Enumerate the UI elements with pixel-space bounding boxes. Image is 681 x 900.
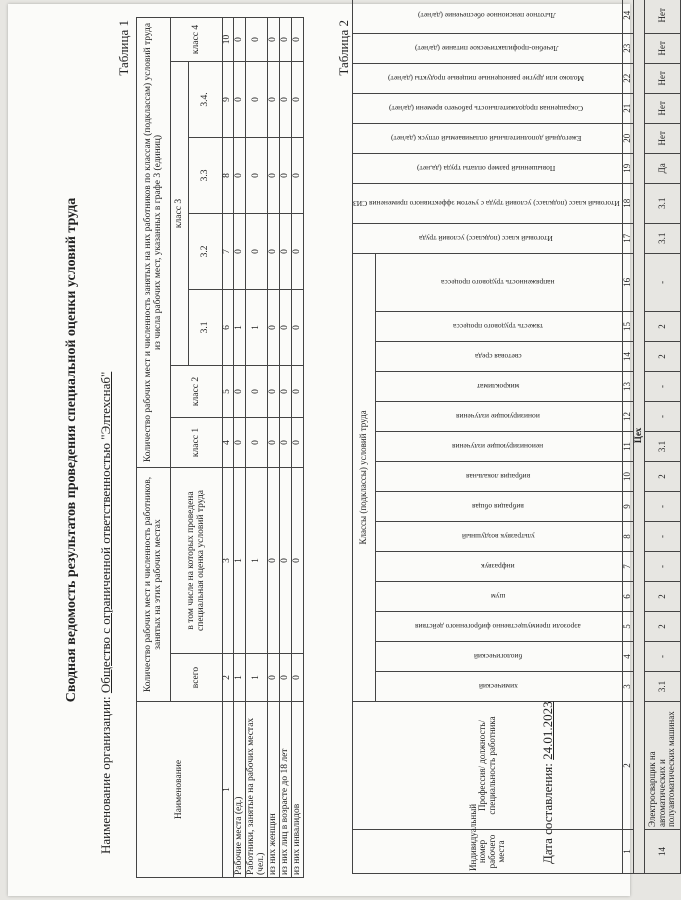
t2-col-number: 24 bbox=[623, 0, 634, 33]
t1-cell: 0 bbox=[234, 61, 246, 137]
t1-cell: 1 bbox=[234, 654, 246, 702]
t1-cell: 0 bbox=[268, 213, 280, 289]
t2-header-classes: Классы (подклассы) условий труда bbox=[353, 253, 376, 701]
t1-cell: 0 bbox=[280, 17, 292, 61]
t1-col-number: 6 bbox=[223, 289, 234, 365]
t2-header-profession: Профессия/ должность/ специальность работника bbox=[353, 702, 623, 830]
t2-cell: 2 bbox=[645, 612, 681, 642]
t1-header-workplaces: Количество рабочих мест и численность работников, занятых на этих рабочих местах bbox=[137, 467, 171, 701]
t1-cell: 0 bbox=[246, 61, 268, 137]
t2-factor-header: Лечебно-профилактическое питание (да/нет) bbox=[353, 33, 623, 63]
t1-cell: 0 bbox=[280, 467, 292, 653]
t1-cell: 0 bbox=[292, 365, 304, 417]
t1-cell: 0 bbox=[234, 213, 246, 289]
t2-col-number: 23 bbox=[623, 33, 634, 63]
org-name: Общество с ограниченной ответственностью "Элтехснаб" bbox=[98, 371, 113, 694]
t1-col-number: 9 bbox=[223, 61, 234, 137]
rotated-content bbox=[8, 4, 677, 896]
t1-col-number: 8 bbox=[223, 137, 234, 213]
t2-factor-header: световая среда bbox=[376, 342, 623, 372]
t1-col-number: 4 bbox=[223, 417, 234, 467]
document-title: Сводная ведомость результатов проведения специальной оценки условий труда bbox=[64, 197, 79, 703]
t2-cell: 2 bbox=[645, 312, 681, 342]
t1-sub-class3: 3.2 bbox=[189, 213, 223, 289]
t1-cell: 0 bbox=[268, 289, 280, 365]
t1-sub-class3: 3.4. bbox=[189, 61, 223, 137]
t1-header-class4: класс 4 bbox=[171, 17, 223, 61]
t1-col-number: 3 bbox=[223, 467, 234, 653]
t1-cell: 0 bbox=[292, 61, 304, 137]
t2-factor-header: инфразвук bbox=[376, 552, 623, 582]
t2-cell: - bbox=[645, 552, 681, 582]
t2-col-number: 5 bbox=[623, 612, 634, 642]
t2-cell: Да bbox=[645, 153, 681, 183]
t1-cell: 0 bbox=[280, 61, 292, 137]
workplace-classes-table bbox=[352, 0, 681, 874]
t2-cell: Нет bbox=[645, 93, 681, 123]
t2-factor-header: аэрозоли преимущественно фиброгенного действия bbox=[376, 612, 623, 642]
t1-header-class1: класс 1 bbox=[171, 417, 223, 467]
t2-cell: Нет bbox=[645, 0, 681, 33]
t1-cell: 1 bbox=[246, 289, 268, 365]
t2-cell: Нет bbox=[645, 123, 681, 153]
t1-cell: 0 bbox=[268, 467, 280, 653]
t1-col-number: 2 bbox=[223, 654, 234, 702]
t2-factor-header: биологический bbox=[376, 642, 623, 672]
t2-factor-header: Итоговый класс (подкласс) условий труда bbox=[353, 223, 623, 253]
t2-col-number: 10 bbox=[623, 462, 634, 492]
t2-section-row: Цех bbox=[634, 0, 645, 874]
t1-cell: 0 bbox=[280, 213, 292, 289]
t1-cell: 0 bbox=[292, 467, 304, 653]
t1-cell: 0 bbox=[292, 289, 304, 365]
t1-cell: 0 bbox=[268, 137, 280, 213]
t1-col-number: 5 bbox=[223, 365, 234, 417]
t1-row bbox=[234, 17, 246, 877]
t2-cell: - bbox=[645, 402, 681, 432]
t2-col-number: 12 bbox=[623, 402, 634, 432]
t2-cell: 2 bbox=[645, 342, 681, 372]
t2-col-number: 19 bbox=[623, 153, 634, 183]
date-value: 24.01.2023 bbox=[540, 701, 555, 760]
t1-row-name: Работники, занятые на рабочих местах (чел.) bbox=[246, 702, 268, 878]
t1-cell: 1 bbox=[246, 467, 268, 653]
t1-cell: 1 bbox=[246, 654, 268, 702]
date-label: Дата составления: bbox=[540, 763, 555, 864]
t2-cell: 2 bbox=[645, 462, 681, 492]
t2-factor-header: Сокращенная продолжительность рабочего времени (да/нет) bbox=[353, 93, 623, 123]
t2-col-number: 8 bbox=[623, 522, 634, 552]
t2-row-id: 14 bbox=[645, 830, 681, 874]
t2-col-number: 16 bbox=[623, 253, 634, 311]
t2-col-number: 4 bbox=[623, 642, 634, 672]
t1-cell: 0 bbox=[292, 417, 304, 467]
t1-cell: 0 bbox=[268, 654, 280, 702]
t1-row bbox=[280, 17, 292, 877]
t2-factor-header: Льготное пенсионное обеспечение (да/нет) bbox=[353, 0, 623, 33]
table2-caption: Таблица 2 bbox=[336, 20, 351, 76]
t1-cell: 0 bbox=[268, 365, 280, 417]
t1-cell: 0 bbox=[280, 654, 292, 702]
t2-cell: 3.1 bbox=[645, 223, 681, 253]
t2-cell: 2 bbox=[645, 582, 681, 612]
t1-header-class2: класс 2 bbox=[171, 365, 223, 417]
t1-cell: 0 bbox=[280, 365, 292, 417]
t2-cell: - bbox=[645, 372, 681, 402]
document-page bbox=[8, 4, 677, 896]
t1-cell: 0 bbox=[292, 213, 304, 289]
t2-cell: - bbox=[645, 522, 681, 552]
t1-cell: 0 bbox=[246, 17, 268, 61]
t1-row-name: из них женщин bbox=[268, 702, 280, 878]
t2-col-number: 22 bbox=[623, 63, 634, 93]
t1-col-number: 7 bbox=[223, 213, 234, 289]
t2-factor-header: шум bbox=[376, 582, 623, 612]
t2-col-number: 3 bbox=[623, 672, 634, 702]
t2-factor-header: Итоговый класс (подкласс) условий труда с учетом эффективного применения СИЗ bbox=[353, 183, 623, 223]
date-line bbox=[540, 701, 556, 864]
t2-cell: 3.1 bbox=[645, 432, 681, 462]
organization-line bbox=[98, 372, 114, 854]
t1-header-name: Наименование bbox=[137, 702, 223, 878]
t2-row bbox=[645, 0, 681, 874]
t2-col-number: 11 bbox=[623, 432, 634, 462]
t2-factor-header: Ежегодный дополнительный оплачиваемый отпуск (да/нет) bbox=[353, 123, 623, 153]
t1-header-total: всего bbox=[171, 654, 223, 702]
t1-col-number: 10 bbox=[223, 17, 234, 61]
t1-cell: 0 bbox=[246, 365, 268, 417]
t2-factor-header: ионизирующие излучения bbox=[376, 402, 623, 432]
t1-cell: 0 bbox=[234, 17, 246, 61]
t1-cell: 1 bbox=[234, 467, 246, 653]
t2-cell: - bbox=[645, 492, 681, 522]
t2-factor-header: вибрация локальная bbox=[376, 462, 623, 492]
t2-col-number: 15 bbox=[623, 312, 634, 342]
t1-cell: 0 bbox=[280, 137, 292, 213]
t2-col-number: 18 bbox=[623, 183, 634, 223]
t2-col-number: 14 bbox=[623, 342, 634, 372]
t2-row-profession: Электросварщик на автоматических и полуавтоматических машинах bbox=[645, 702, 681, 830]
t1-cell: 0 bbox=[268, 61, 280, 137]
t1-cell: 0 bbox=[280, 289, 292, 365]
t2-factor-header: ультразвук воздушный bbox=[376, 522, 623, 552]
t2-factor-header: неионизирующие излучения bbox=[376, 432, 623, 462]
t1-cell: 0 bbox=[234, 417, 246, 467]
t1-header-classes: Количество рабочих мест и численность занятых на них работников по классам (подклассам) условий труда из числа рабочих мест, указанных в графе 3 (единиц) bbox=[137, 17, 171, 467]
t1-cell: 0 bbox=[292, 137, 304, 213]
t2-col-number: 21 bbox=[623, 93, 634, 123]
org-label: Наименование организации: bbox=[98, 696, 113, 854]
t1-cell: 0 bbox=[246, 213, 268, 289]
t2-factor-header: напряженность трудового процесса bbox=[376, 253, 623, 311]
t2-factor-header: Молоко или другие равноценные пищевые продукты (да/нет) bbox=[353, 63, 623, 93]
t1-cell: 0 bbox=[246, 137, 268, 213]
t2-header-id: Индивидуальный номер рабочего места bbox=[353, 830, 623, 874]
t2-cell: 3.1 bbox=[645, 183, 681, 223]
t1-row bbox=[268, 17, 280, 877]
t1-row-name: Рабочие места (ед.) bbox=[234, 702, 246, 878]
t2-cell: - bbox=[645, 642, 681, 672]
t1-col-number: 1 bbox=[223, 702, 234, 878]
t1-cell: 0 bbox=[246, 417, 268, 467]
t1-cell: 0 bbox=[268, 17, 280, 61]
t1-cell: 0 bbox=[268, 417, 280, 467]
t1-header-sout: в том числе на которых проведена специальная оценка условий труда bbox=[171, 467, 223, 653]
t1-cell: 1 bbox=[234, 289, 246, 365]
t2-factor-header: Повышенный размер оплаты труда (да,нет) bbox=[353, 153, 623, 183]
t1-row-name: из них инвалидов bbox=[292, 702, 304, 878]
t1-cell: 0 bbox=[234, 137, 246, 213]
t2-cell: Нет bbox=[645, 63, 681, 93]
t2-col-number: 6 bbox=[623, 582, 634, 612]
t1-cell: 0 bbox=[292, 17, 304, 61]
t2-cell: Нет bbox=[645, 33, 681, 63]
t2-factor-header: микроклимат bbox=[376, 372, 623, 402]
t2-factor-header: химический bbox=[376, 672, 623, 702]
t2-factor-header: вибрация общая bbox=[376, 492, 623, 522]
t1-row-name: из них лиц в возрасте до 18 лет bbox=[280, 702, 292, 878]
table1-caption: Таблица 1 bbox=[116, 20, 131, 76]
t1-header-class3: класс 3 bbox=[171, 61, 189, 365]
t2-factor-header: тяжесть трудового процесса bbox=[376, 312, 623, 342]
t1-row bbox=[246, 17, 268, 877]
t2-col-number: 7 bbox=[623, 552, 634, 582]
t2-col-number: 1 bbox=[623, 830, 634, 874]
t1-row bbox=[292, 17, 304, 877]
t1-cell: 0 bbox=[234, 365, 246, 417]
t2-cell: - bbox=[645, 253, 681, 311]
t1-cell: 0 bbox=[292, 654, 304, 702]
t2-col-number: 9 bbox=[623, 492, 634, 522]
t1-sub-class3: 3.3 bbox=[189, 137, 223, 213]
t2-col-number: 13 bbox=[623, 372, 634, 402]
t1-sub-class3: 3.1 bbox=[189, 289, 223, 365]
summary-table bbox=[136, 17, 304, 878]
t2-col-number: 2 bbox=[623, 702, 634, 830]
t1-cell: 0 bbox=[280, 417, 292, 467]
t2-col-number: 20 bbox=[623, 123, 634, 153]
t2-cell: 3.1 bbox=[645, 672, 681, 702]
t2-col-number: 17 bbox=[623, 223, 634, 253]
